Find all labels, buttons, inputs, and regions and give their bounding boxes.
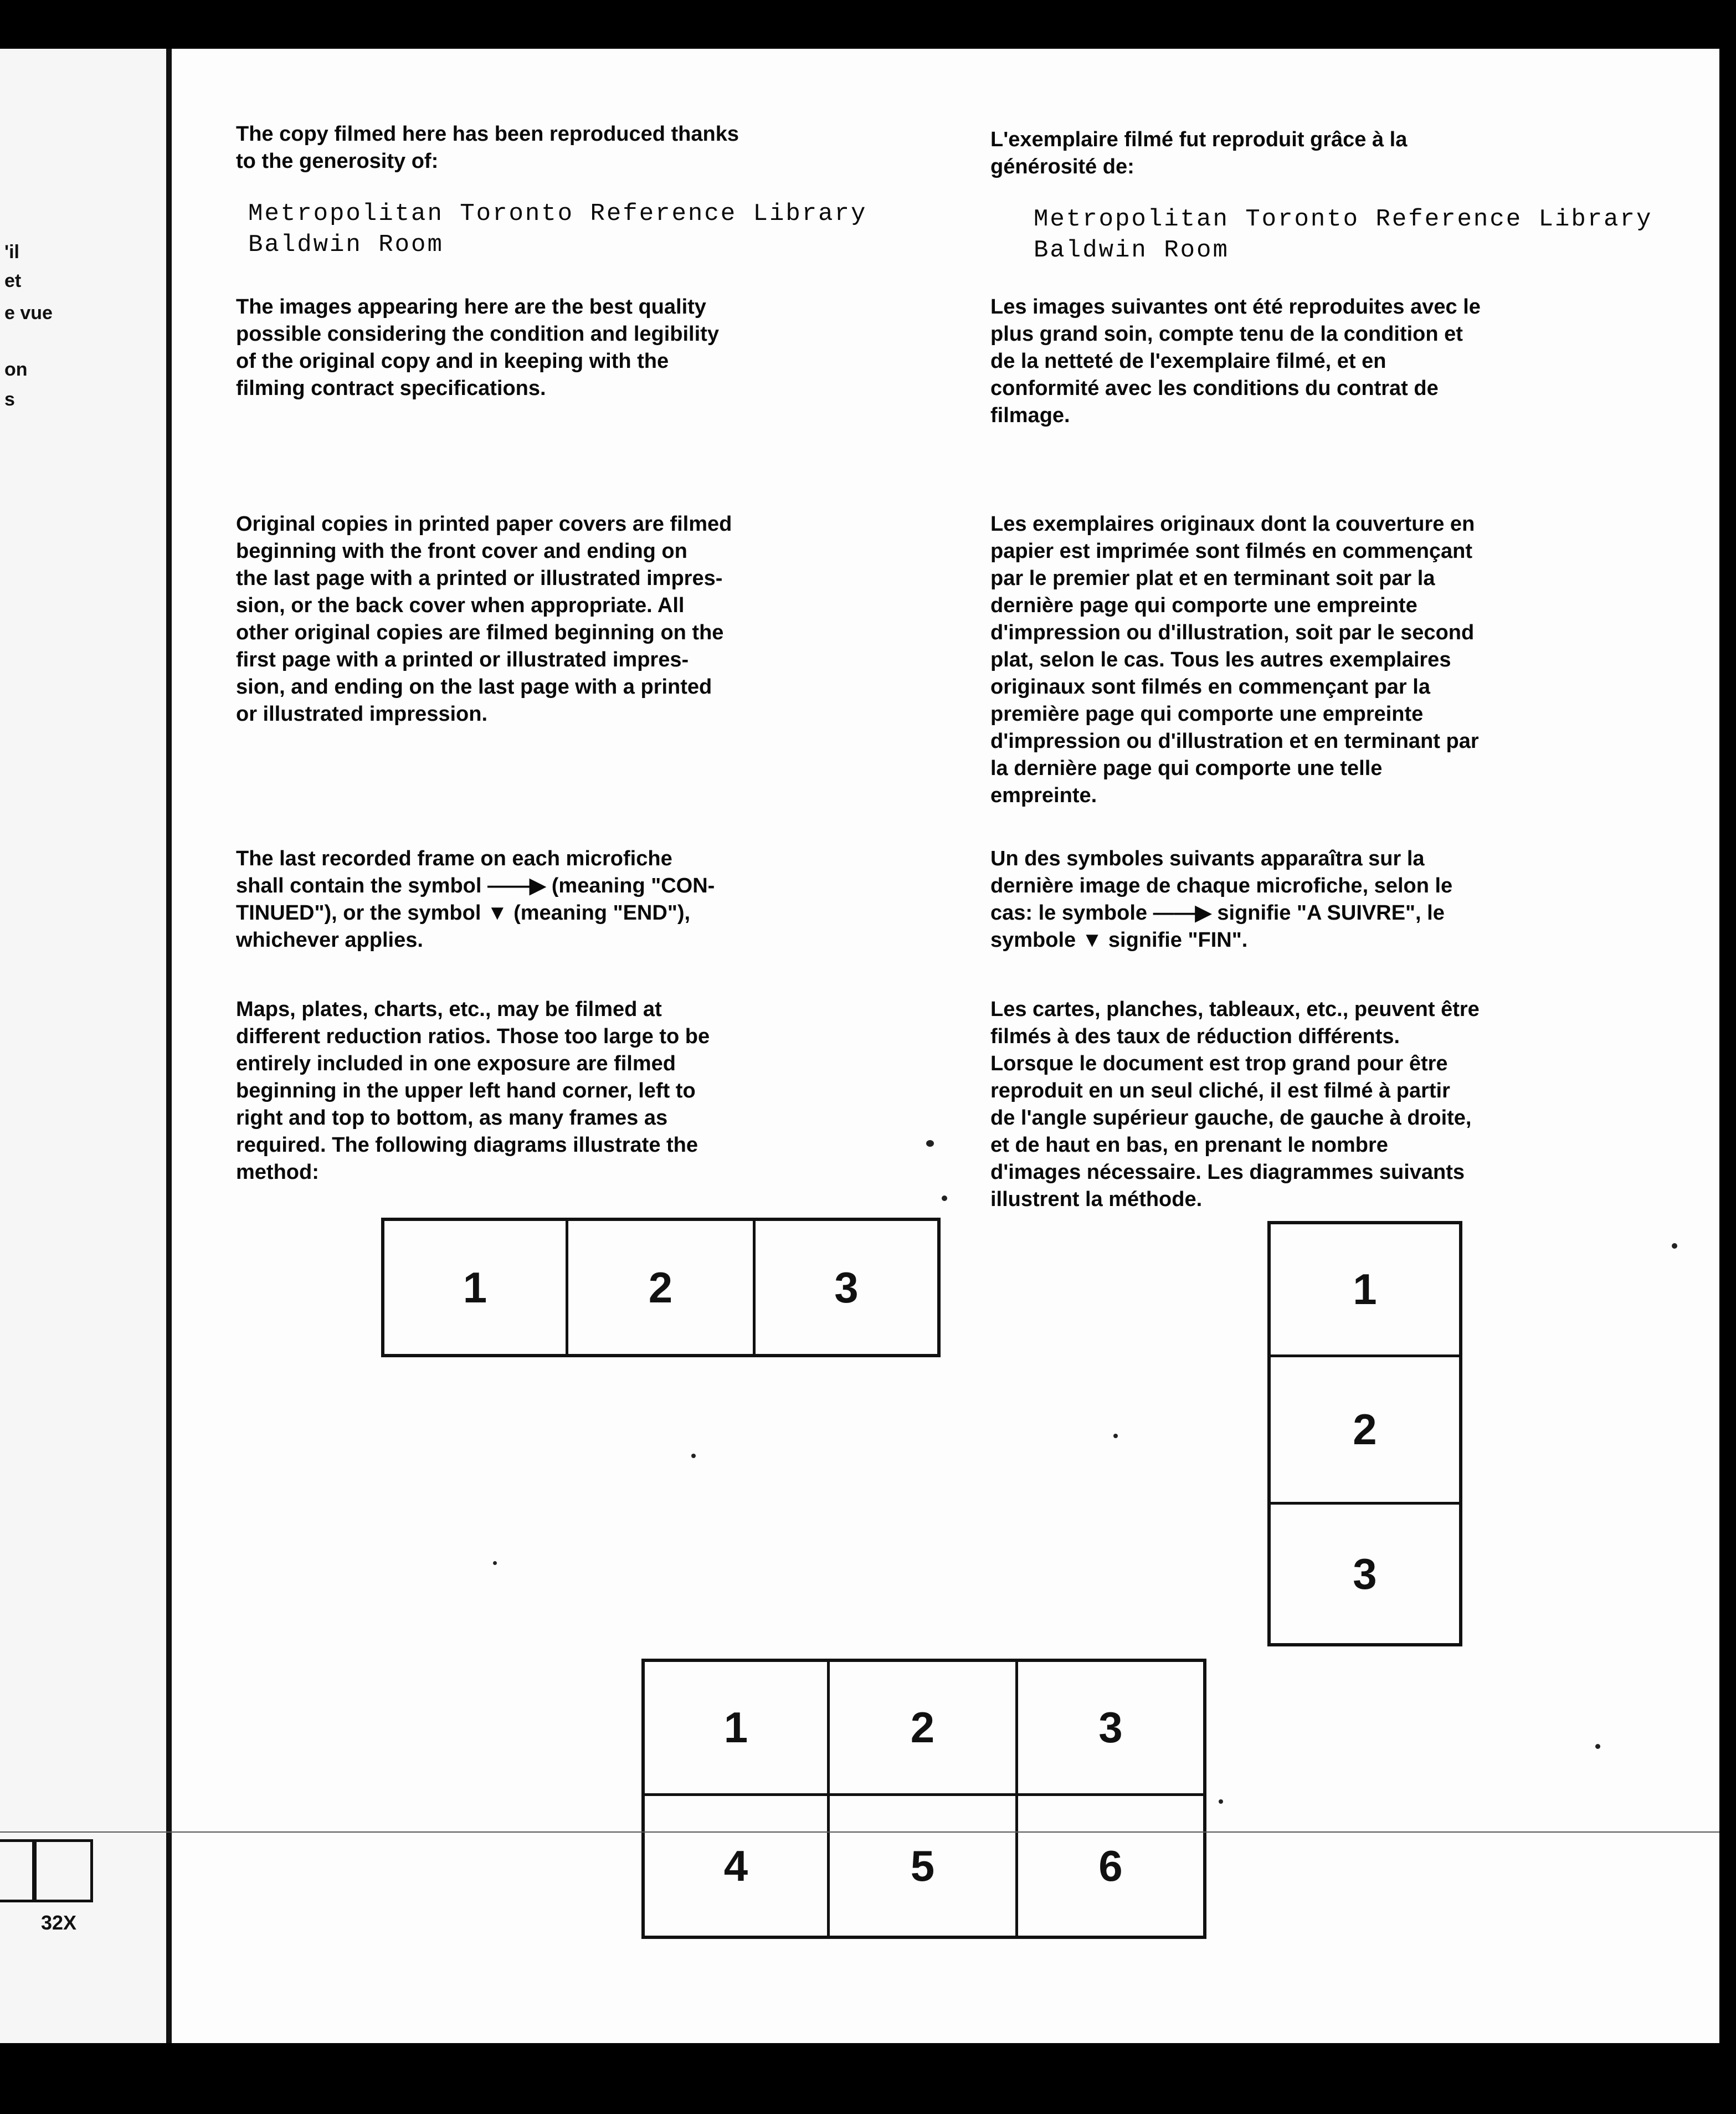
diagram-horizontal [381,1218,941,1357]
diagram-cell: 5 [830,1796,1018,1936]
fr-acknowledgement: L'exemplaire filmé fut reproduit grâce à la générosité de: [990,128,1408,178]
diagram-cell: 2 [568,1221,756,1354]
diagram-cell: 2 [1271,1357,1459,1505]
diagram-cell: 3 [834,1263,859,1312]
diagram-grid [641,1659,1206,1939]
diagram-vertical [1267,1221,1462,1646]
fragment-text: 'il [4,242,19,263]
diagram-cell: 1 [1271,1224,1459,1357]
diagram-cell: 6 [1098,1841,1123,1890]
fr-symbols-paragraph: Un des symboles suivants apparaîtra sur la dernière image de chaque microfiche, selon le cas: le symbole ——▶ signifie "A SUIVRE", le symbole ▼ signifie "FIN". [990,847,1453,952]
diagram-cell: 2 [830,1662,1018,1796]
fragment-box [32,1839,93,1902]
en-library-name: Metropolitan Toronto Reference Library Baldwin Room [248,200,867,259]
en-acknowledgement: The copy filmed here has been reproduced thanks to the generosity of: [236,122,739,173]
scan-speck [493,1561,497,1565]
fragment-box [0,1839,37,1902]
fragment-text: et [4,270,22,291]
en-symbols-paragraph: The last recorded frame on each microfiche shall contain the symbol ——▶ (meaning "CON- TINUED"), or the symbol ▼ (meaning "END"), whichever applies. [236,847,715,952]
diagram-cell: 1 [384,1221,568,1354]
scan-line [0,1831,1719,1833]
scan-speck [1672,1243,1677,1249]
fr-library-name: Metropolitan Toronto Reference Library Baldwin Room [1034,206,1653,264]
scan-speck [1113,1434,1118,1438]
diagram-cell: 3 [1353,1549,1377,1598]
previous-page-fragment [0,49,172,2043]
fragment-text: e vue [4,302,53,324]
fr-covers-paragraph: Les exemplaires originaux dont la couverture en papier est imprimée sont filmés en commençant par le premier plat et en terminant soit par la dernière page qui comporte une empreinte d'impression ou d'illustration, soit par le second plat, selon le cas. Tous les autres exemplaires originaux sont filmés en commençant par la première page qui comporte une empreinte d'impression ou d'illustration et en terminant par la dernière page qui comporte une telle empreinte. [990,512,1479,807]
en-maps-paragraph: Maps, plates, charts, etc., may be filmed at different reduction ratios. Those too large to be entirely included in one exposure are filmed beginning in the upper left hand corner, left to right and top to bottom, as many frames as required. The following diagrams illustrate the method: [236,998,710,1184]
diagram-cell: 1 [645,1662,830,1796]
reduction-ratio-label: 32X [41,1911,77,1934]
fragment-text: on [4,359,28,380]
filmed-page [0,49,1719,2043]
fr-quality-paragraph: Les images suivantes ont été reproduites avec le plus grand soin, compte tenu de la condition et de la netteté de l'exemplaire filmé, et en conformité avec les conditions du contrat de filmage. [990,295,1481,427]
scan-speck [1219,1799,1223,1804]
en-covers-paragraph: Original copies in printed paper covers are filmed beginning with the front cover and ending on the last page with a printed or illustrated impres- sion, or the back cover when appropriate. All other original copies are filmed beginning on the first page with a printed or illustrated impres- sion, and ending on the last page with a printed or illustrated impression. [236,512,732,726]
scan-speck [926,1140,934,1147]
scan-speck [942,1195,947,1201]
en-quality-paragraph: The images appearing here are the best quality possible considering the condition and legibility of the original copy and in keeping with the filming contract specifications. [236,295,719,400]
fr-maps-paragraph: Les cartes, planches, tableaux, etc., peuvent être filmés à des taux de réduction différents. Lorsque le document est trop grand pour être reproduit en un seul cliché, il est filmé à partir de l'angle supérieur gauche, de gauche à droite, et de haut en bas, en prenant le nombre d'images nécessaire. Les diagrammes suivants illustrent la méthode. [990,998,1480,1211]
diagram-cell: 3 [1018,1662,1203,1796]
scan-speck [1595,1744,1600,1749]
diagram-cell: 4 [645,1796,830,1936]
fragment-text: s [4,389,15,410]
scan-speck [691,1454,696,1458]
fragment-target-boxes [0,1839,94,1900]
